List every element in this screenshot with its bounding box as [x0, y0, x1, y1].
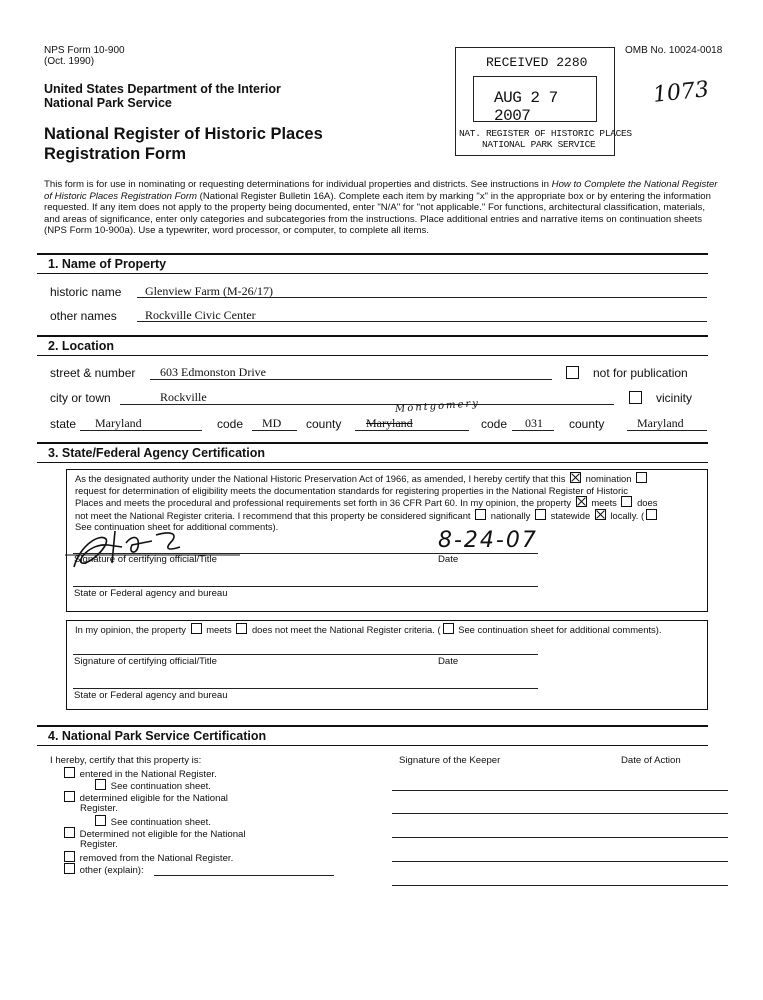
instructions-bulletin-title: How to Complete the National Register of Historic Places Registration Form — [44, 179, 718, 202]
state-code-value[interactable]: MD — [262, 416, 282, 430]
instructions-paragraph — [44, 179, 722, 237]
instructions-text-2: (National Register Bulletin 16A). Complete each item by marking "x" in the appropriate box or by entering the information requested. If any item does not apply to the property being documented, enter "N/A" for "not applicable." For functions, architectural classification, materials, and areas of significance, enter only categories and subcategories from the instructions. Place additional entries and narrative items on continuation sheets (NPS Form 10-900a). Use a typewriter, word processor, or computer, to complete all items. — [44, 190, 711, 236]
omb-number: OMB No. 10024-0018 — [625, 45, 723, 56]
county-label: county — [306, 417, 342, 431]
city-label: city or town — [50, 391, 111, 405]
not-for-publication-checkbox[interactable] — [566, 366, 579, 379]
county-handwritten: Montgomery — [394, 398, 481, 415]
section3-header — [37, 442, 708, 463]
agency-line-1 — [73, 586, 538, 587]
cert-text-a: As the designated authority under the National Historic Preservation Act of 1966, as amended, I hereby certify that this — [75, 473, 566, 484]
opinion-meets-label: meets — [206, 624, 232, 635]
date-label-2: Date — [438, 656, 459, 667]
nps-item-other — [62, 863, 144, 877]
official-signature — [60, 525, 250, 575]
stamp-date-box — [473, 76, 597, 125]
removed-label: removed from the National Register. — [79, 853, 234, 864]
eligible-checkbox[interactable] — [64, 791, 75, 802]
eligible-continuation-checkbox[interactable] — [95, 815, 106, 826]
statewide-label: statewide — [550, 509, 591, 521]
certification-statement — [75, 472, 705, 533]
historic-name-label: historic name — [50, 285, 122, 299]
continuation-checkbox-2[interactable] — [443, 623, 454, 634]
meets-checkbox[interactable] — [576, 496, 587, 507]
date-of-action-label: Date of Action — [621, 755, 681, 766]
cert-text-c: Places and meets the procedural and professional requirements set forth in 36 CFR Part 60. In my opinion, the property — [75, 497, 572, 508]
county-code-value[interactable]: 031 — [525, 416, 543, 430]
form-title: National Register of Historic Places — [44, 125, 323, 143]
nationally-label: nationally — [490, 509, 531, 521]
request-checkbox[interactable] — [636, 472, 647, 483]
other-names-label: other names — [50, 309, 117, 323]
section2-header — [37, 335, 708, 356]
opinion-text-a: In my opinion, the property — [75, 624, 186, 635]
county-struck-value: Maryland — [366, 416, 413, 430]
signature-line-1b — [263, 553, 538, 554]
signature-label-2: Signature of certifying official/Title — [74, 656, 217, 667]
keeper-line-5[interactable] — [392, 885, 728, 886]
section3-heading: 3. State/Federal Agency Certification — [48, 446, 265, 460]
county2-line — [627, 430, 707, 431]
form-subtitle: Registration Form — [44, 145, 187, 163]
not-eligible-label-2: Register. — [80, 839, 118, 850]
other-names-value[interactable]: Rockville Civic Center — [145, 308, 256, 322]
form-number: NPS Form 10-900 — [44, 45, 125, 56]
locally-label: locally. — [610, 509, 639, 521]
does-label: does — [637, 497, 658, 508]
county-code-label: code — [481, 417, 508, 431]
section4-header — [37, 725, 708, 746]
nomination-checkbox[interactable] — [570, 472, 581, 483]
other-names-line — [137, 321, 707, 322]
vicinity-checkbox[interactable] — [629, 391, 642, 404]
state-line — [80, 430, 202, 431]
opinion-does-not-meet-checkbox[interactable] — [236, 623, 247, 634]
keeper-line-2[interactable] — [392, 813, 728, 814]
section2-heading: 2. Location — [48, 339, 114, 353]
opinion-text-b: does not meet the National Register criteria. ( — [251, 624, 441, 635]
county2-value[interactable]: Maryland — [637, 416, 684, 430]
removed-checkbox[interactable] — [64, 851, 75, 862]
other-label: other (explain): — [79, 865, 144, 876]
agency-line-2 — [73, 688, 538, 689]
department-name: United States Department of the Interior — [44, 82, 281, 96]
statewide-checkbox[interactable] — [535, 509, 546, 520]
locally-checkbox[interactable] — [595, 509, 606, 520]
section4-heading: 4. National Park Service Certification — [48, 729, 267, 743]
vicinity-label: vicinity — [656, 391, 693, 405]
stamp-date: AUG 2 7 2007 — [494, 89, 558, 125]
county2-label: county — [569, 417, 605, 431]
cert-text-b: request for determination of eligibility meets the documentation standards for registering properties in the National Register of Historic — [75, 484, 628, 496]
cert-text-e: See continuation sheet for additional comments). — [75, 521, 279, 532]
signature-label-1: Signature of certifying official/Title — [74, 554, 217, 565]
section1-heading: 1. Name of Property — [48, 257, 167, 271]
eligible-label-2: Register. — [80, 803, 118, 814]
entered-continuation-label: See continuation sheet. — [110, 781, 211, 792]
keeper-signature-label: Signature of the Keeper — [399, 755, 501, 766]
entered-continuation-checkbox[interactable] — [95, 779, 106, 790]
nationally-checkbox[interactable] — [475, 509, 486, 520]
county-code-line — [512, 430, 554, 431]
state-code-line — [252, 430, 297, 431]
state-value[interactable]: Maryland — [95, 416, 142, 430]
instructions-text-1: This form is for use in nominating or requesting determinations for individual properties and districts. See instructions in — [44, 179, 552, 190]
opinion-statement — [75, 623, 661, 636]
not-eligible-checkbox[interactable] — [64, 827, 75, 838]
historic-name-line — [137, 297, 707, 298]
date-label-1: Date — [438, 554, 459, 565]
other-checkbox[interactable] — [64, 863, 75, 874]
does-not-meet-checkbox[interactable] — [621, 496, 632, 507]
keeper-line-3[interactable] — [392, 837, 728, 838]
cert-text-d: not meet the National Register criteria. I recommend that this property be considered significant — [75, 509, 471, 521]
other-explain-line[interactable] — [154, 875, 334, 876]
state-label: state — [50, 417, 77, 431]
historic-name-value[interactable]: Glenview Farm (M-26/17) — [145, 284, 273, 298]
nomination-label: nomination — [585, 473, 632, 484]
section1-header — [37, 253, 708, 274]
handwritten-number: 1073 — [651, 77, 711, 108]
paren-open: ( — [640, 509, 645, 521]
keeper-line-4[interactable] — [392, 861, 728, 862]
entered-label: entered in the National Register. — [79, 769, 217, 780]
street-label: street & number — [50, 366, 136, 380]
meets-label: meets — [591, 497, 617, 508]
agency-label-1: State or Federal agency and bureau — [74, 588, 228, 599]
received-stamp — [455, 47, 632, 156]
agency-name: National Park Service — [44, 96, 172, 110]
signature-line-2 — [73, 654, 538, 655]
street-line — [150, 379, 552, 380]
county-line — [355, 430, 469, 431]
entered-checkbox[interactable] — [64, 767, 75, 778]
opinion-text-c: See continuation sheet for additional comments). — [458, 624, 662, 635]
stamp-line2: NATIONAL PARK SERVICE — [482, 139, 596, 150]
signature-date-value: 8-24-07 — [438, 528, 538, 553]
not-eligible-label: Determined not eligible for the National — [79, 829, 246, 840]
stamp-line1: NAT. REGISTER OF HISTORIC PLACES — [459, 128, 632, 139]
keeper-line-1[interactable] — [392, 790, 728, 791]
nps-intro: I hereby, certify that this property is: — [50, 755, 202, 766]
city-line — [120, 404, 614, 405]
street-value[interactable]: 603 Edmonston Drive — [160, 365, 266, 379]
city-value[interactable]: Rockville — [160, 390, 207, 404]
not-for-publication-label: not for publication — [593, 366, 688, 380]
continuation-checkbox-1[interactable] — [646, 509, 657, 520]
opinion-meets-checkbox[interactable] — [191, 623, 202, 634]
eligible-label: determined eligible for the National — [79, 793, 228, 804]
stamp-received: RECEIVED 2280 — [486, 55, 588, 70]
form-date: (Oct. 1990) — [44, 56, 95, 67]
agency-label-2: State or Federal agency and bureau — [74, 690, 228, 701]
state-code-label: code — [217, 417, 244, 431]
eligible-continuation-label: See continuation sheet. — [110, 817, 211, 828]
